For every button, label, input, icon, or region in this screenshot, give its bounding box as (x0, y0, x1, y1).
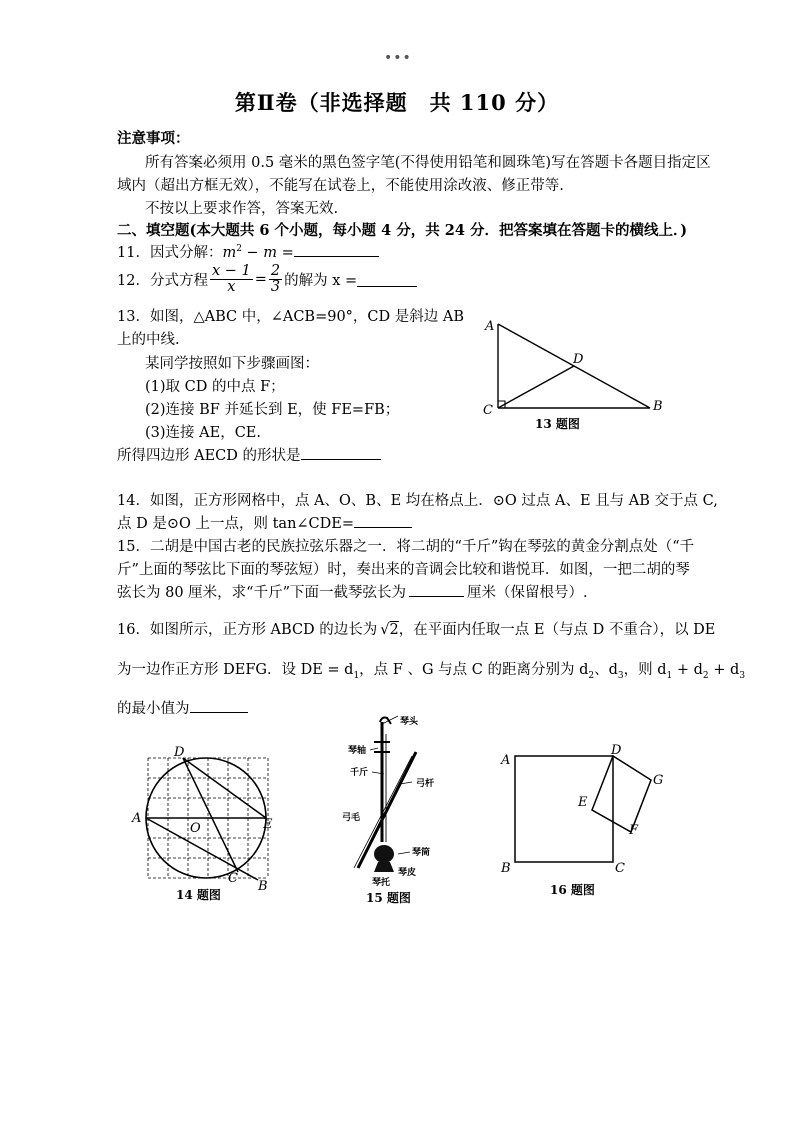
q16-sub-3b: 3 (739, 670, 746, 681)
fig14-label-D: D (174, 745, 185, 760)
question-12 (117, 264, 417, 295)
figure-13 (475, 310, 675, 435)
fig16-label-B: B (501, 861, 511, 876)
q16-line-1b: ，在平面内任取一点 E（与点 D 不重合），以 DE (398, 622, 716, 638)
fig15-label-qinpi: 琴皮 (398, 868, 417, 878)
section-2-heading: 二、填空题(本大题共 6 个小题，每小题 4 分，共 24 分．把答案填在答题卡的横线上．) (117, 222, 688, 239)
fig16-square-DEFG (592, 756, 651, 832)
q11-expr-base: m (222, 245, 237, 261)
page-title: 第Ⅱ卷（非选择题 共 110 分） (234, 90, 560, 115)
q16-line-1 (117, 618, 715, 639)
q16-line-1a: 16．如图所示，正方形 ABCD 的边长为 (117, 622, 378, 638)
q16-sub-1a: 1 (353, 670, 360, 681)
fig15-leader-qinzhou (370, 748, 378, 750)
figure-16 (495, 742, 675, 902)
q16-sub-3a: 3 (617, 670, 624, 681)
q12-fraction-1 (210, 264, 253, 295)
q16-line-3 (117, 697, 248, 718)
figure-14 (128, 740, 288, 905)
fig15-leader-qintong (398, 852, 410, 854)
q13-answer-blank[interactable] (301, 445, 381, 460)
fig15-label-qintuo: 琴托 (372, 878, 391, 888)
fig15-base (374, 862, 394, 872)
q16-line-3-text: 的最小值为 (117, 701, 190, 717)
notice-line-2: 域内（超出方框无效），不能写在试卷上，不能使用涂改液、修正带等. (117, 178, 564, 194)
q12-frac2-den: 3 (270, 279, 281, 295)
notice-heading: 注意事项： (117, 130, 190, 147)
fig14-segment-AB (146, 818, 258, 880)
q12-fraction-2 (269, 264, 282, 295)
q15-line-3 (117, 581, 588, 602)
fig13-caption: 13 题图 (535, 417, 580, 431)
q16-sqrt-value: 2 (389, 622, 399, 638)
q15-line-3a: 弦长为 80 厘米，求“千斤”下面一截琴弦长为 (117, 585, 406, 601)
fig15-label-qinzhou: 琴轴 (348, 746, 367, 756)
q14-answer-blank[interactable] (354, 513, 412, 528)
fig14-label-C: C (228, 871, 238, 886)
q12-frac2-num: 2 (270, 263, 281, 279)
q12-frac1-den: x (227, 279, 236, 295)
notice-line-3: 不按以上要求作答，答案无效. (145, 201, 339, 217)
fig16-label-E: E (578, 795, 588, 810)
fig15-label-qianjin: 千斤 (350, 768, 369, 778)
fig15-label-gongshan: 弓杆 (416, 779, 435, 789)
q12-number: 12． (117, 273, 150, 289)
q12-equals: = (254, 271, 267, 288)
q13-step-2: (2)连接 BF 并延长到 E，使 FE=FB； (145, 402, 400, 418)
q11-answer-blank[interactable] (294, 242, 379, 257)
q11-expr-exp: 2 (236, 244, 242, 255)
q14-line-2-text: 点 D 是⊙O 上一点，则 tan∠CDE= (117, 516, 355, 532)
fig14-label-B: B (258, 879, 268, 894)
fig14-caption: 14 题图 (176, 888, 221, 902)
q12-frac1-num: x − 1 (211, 263, 251, 279)
fig15-sound-box (374, 845, 394, 863)
question-11 (117, 241, 379, 262)
fig15-label-gongmao: 弓毛 (342, 813, 361, 823)
q12-text-a: 分式方程 (149, 273, 208, 289)
q13-line-1: 13．如图，△ABC 中，∠ACB=90°，CD 是斜边 AB (117, 309, 464, 325)
q16-sub-2b: 2 (702, 670, 709, 681)
fig14-label-E: E (263, 817, 273, 832)
fig16-square-ABCD (515, 756, 613, 862)
fig13-segment-CD (498, 366, 574, 408)
fig16-label-C: C (615, 861, 625, 876)
figure-15 (340, 712, 470, 907)
q15-line-1: 15．二胡是中国古老的民族拉弦乐器之一．将二胡的“千斤”钩在琴弦的黄金分割点处（“千 (117, 539, 695, 555)
q15-line-2: 斤”上面的琴弦比下面的琴弦短）时，奏出来的音调会比较和谐悦耳．如图，一把二胡的琴 (117, 562, 690, 578)
q13-line-4-text: 所得四边形 AECD 的形状是 (117, 448, 301, 464)
fig14-segment-DE (183, 758, 266, 818)
q13-line-3: 某同学按照如下步骤画图： (145, 356, 319, 372)
q16-line-2f: + d (708, 662, 740, 678)
q16-line-2c: 、d (594, 662, 618, 678)
q12-answer-blank[interactable] (357, 272, 417, 287)
q15-line-3b: 厘米（保留根号）. (467, 585, 588, 601)
q11-text: 因式分解： (149, 245, 223, 261)
fig15-label-qintong: 琴筒 (412, 848, 431, 858)
fig14-label-O: O (190, 821, 201, 836)
header-dots: ••• (384, 50, 412, 66)
q16-sub-1b: 1 (666, 670, 673, 681)
fig16-label-D: D (611, 743, 622, 758)
fig15-caption: 15 题图 (366, 891, 411, 905)
q13-step-1: (1)取 CD 的中点 F； (145, 379, 285, 395)
q15-answer-blank[interactable] (409, 582, 464, 597)
q14-line-2 (117, 512, 412, 533)
q14-line-1: 14．如图，正方形网格中，点 A、O、B、E 均在格点上．⊙O 过点 A、E 且与 AB 交于点 C, (117, 493, 718, 509)
fig13-label-A: A (485, 319, 495, 334)
q13-step-3: (3)连接 AE，CE. (145, 425, 261, 441)
fig14-label-A: A (132, 811, 142, 826)
q11-number: 11． (117, 245, 150, 261)
fig16-caption: 16 题图 (550, 883, 595, 897)
q13-line-4 (117, 444, 381, 465)
q16-answer-blank[interactable] (190, 698, 248, 713)
q16-line-2d: ，则 d (623, 662, 667, 678)
sqrt-icon: √ (380, 622, 390, 638)
q11-expr-rest: − m = (241, 245, 294, 261)
fig15-label-qintou: 琴头 (400, 717, 419, 727)
fig16-label-F: F (629, 823, 639, 838)
notice-line-1: 所有答案必须用 0.5 毫米的黑色签字笔(不得使用铅笔和圆珠笔)写在答题卡各题目指定区 (145, 155, 711, 171)
fig13-label-D: D (573, 352, 584, 367)
fig14-segment-DC (183, 758, 238, 872)
q16-line-2a: 为一边作正方形 DEFG．设 DE = d (117, 662, 354, 678)
q16-line-2e: + d (672, 662, 703, 678)
fig16-label-A: A (501, 753, 511, 768)
q12-text-b: 的解为 x = (284, 273, 358, 289)
fig16-label-G: G (653, 773, 664, 788)
q16-sub-2a: 2 (588, 670, 595, 681)
q16-line-2 (117, 658, 745, 681)
q13-line-2: 上的中线. (117, 332, 180, 348)
q16-line-2b: ，点 F 、G 与点 C 的距离分别为 d (359, 662, 589, 678)
fig13-label-C: C (483, 403, 493, 418)
fig13-label-B: B (653, 399, 663, 414)
